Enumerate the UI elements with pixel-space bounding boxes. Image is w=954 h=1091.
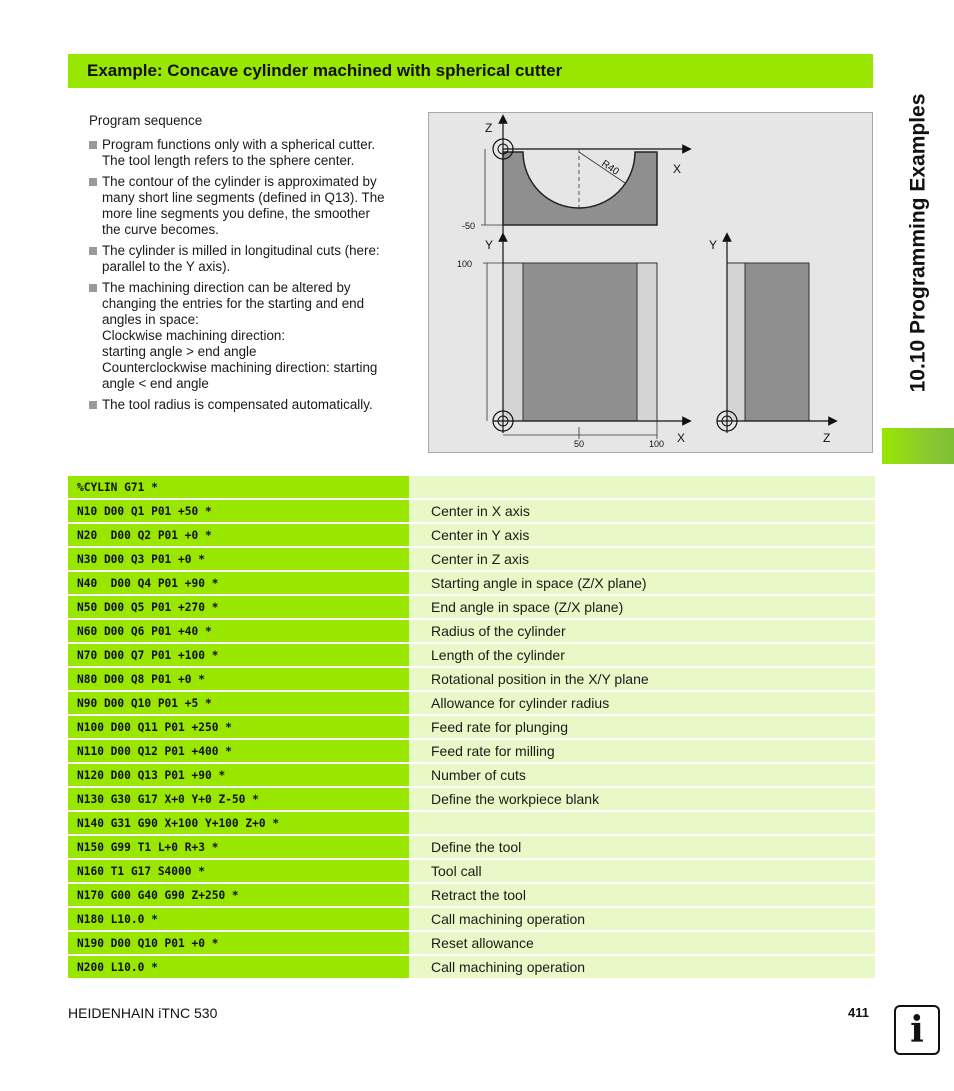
description-cell bbox=[409, 476, 875, 498]
top-x-label: X bbox=[673, 162, 682, 176]
description-cell: Call machining operation bbox=[409, 956, 875, 978]
bullet-square-icon bbox=[89, 284, 97, 292]
description-cell: Define the tool bbox=[409, 836, 875, 858]
nc-code-cell: N150 G99 T1 L+0 R+3 * bbox=[68, 836, 409, 858]
nc-code-cell: N50 D00 Q5 P01 +270 * bbox=[68, 596, 409, 618]
list-item bbox=[89, 243, 407, 275]
workpiece-drawing bbox=[428, 112, 873, 453]
side-view bbox=[709, 237, 833, 445]
table-row bbox=[68, 836, 875, 858]
nc-code-cell: N130 G30 G17 X+0 Y+0 Z-50 * bbox=[68, 788, 409, 810]
description-cell: Starting angle in space (Z/X plane) bbox=[409, 572, 875, 594]
nc-code-cell: N140 G31 G90 X+100 Y+100 Z+0 * bbox=[68, 812, 409, 834]
nc-code-cell: N80 D00 Q8 P01 +0 * bbox=[68, 668, 409, 690]
description-cell: Tool call bbox=[409, 860, 875, 882]
chapter-tab-marker bbox=[882, 428, 954, 464]
end-dim-label: 100 bbox=[649, 439, 665, 449]
list-item-line: angle < end angle bbox=[102, 376, 209, 391]
description-cell: Radius of the cylinder bbox=[409, 620, 875, 642]
front-view bbox=[457, 237, 687, 449]
list-item bbox=[89, 397, 407, 413]
list-item-line: The tool radius is compensated automatically. bbox=[102, 397, 373, 412]
description-cell: Feed rate for plunging bbox=[409, 716, 875, 738]
description-cell: Rotational position in the X/Y plane bbox=[409, 668, 875, 690]
nc-code-cell: N110 D00 Q12 P01 +400 * bbox=[68, 740, 409, 762]
side-z-label: Z bbox=[823, 431, 831, 445]
workpiece-drawing-svg bbox=[429, 113, 874, 454]
nc-code-cell: N170 G00 G40 G90 Z+250 * bbox=[68, 884, 409, 906]
list-item-line: the curve becomes. bbox=[102, 222, 219, 237]
depth-label: -50 bbox=[462, 221, 476, 231]
table-row bbox=[68, 764, 875, 786]
nc-program-table bbox=[68, 476, 875, 980]
list-item-line: The tool length refers to the sphere center. bbox=[102, 153, 355, 168]
list-item-line: The machining direction can be altered by bbox=[102, 280, 351, 295]
list-item-line: The contour of the cylinder is approximated by bbox=[102, 174, 377, 189]
nc-code-cell: N70 D00 Q7 P01 +100 * bbox=[68, 644, 409, 666]
list-item-line: starting angle > end angle bbox=[102, 344, 257, 359]
nc-code-cell: N60 D00 Q6 P01 +40 * bbox=[68, 620, 409, 642]
list-item bbox=[89, 137, 407, 169]
table-row bbox=[68, 884, 875, 906]
mid-dim-label: 50 bbox=[574, 439, 585, 449]
table-row bbox=[68, 668, 875, 690]
height-label: 100 bbox=[457, 259, 473, 269]
list-item-line: parallel to the Y axis). bbox=[102, 259, 231, 274]
program-sequence-text bbox=[89, 113, 407, 418]
bullet-square-icon bbox=[89, 247, 97, 255]
list-item-line: Counterclockwise machining direction: starting bbox=[102, 360, 378, 375]
table-row bbox=[68, 788, 875, 810]
cylinder-side-edge bbox=[727, 263, 745, 421]
top-z-label: Z bbox=[485, 121, 493, 135]
description-cell: Define the workpiece blank bbox=[409, 788, 875, 810]
description-cell: Call machining operation bbox=[409, 908, 875, 930]
list-item bbox=[89, 280, 407, 392]
chapter-title-text: 10.10 Programming Examples bbox=[906, 93, 929, 393]
chapter-side-title bbox=[878, 78, 954, 408]
nc-code-cell: N190 D00 Q10 P01 +0 * bbox=[68, 932, 409, 954]
table-row bbox=[68, 692, 875, 714]
table-row bbox=[68, 956, 875, 978]
bullet-square-icon bbox=[89, 141, 97, 149]
nc-code-cell: N120 D00 Q13 P01 +90 * bbox=[68, 764, 409, 786]
description-cell: Number of cuts bbox=[409, 764, 875, 786]
radius-label: R40 bbox=[599, 158, 621, 178]
bullet-square-icon bbox=[89, 178, 97, 186]
nc-code-cell: N160 T1 G17 S4000 * bbox=[68, 860, 409, 882]
nc-code-cell: N200 L10.0 * bbox=[68, 956, 409, 978]
description-cell: Reset allowance bbox=[409, 932, 875, 954]
list-item bbox=[89, 174, 407, 238]
table-row bbox=[68, 620, 875, 642]
nc-code-cell: %CYLIN G71 * bbox=[68, 476, 409, 498]
program-sequence-list bbox=[89, 137, 407, 413]
nc-code-cell: N20 D00 Q2 P01 +0 * bbox=[68, 524, 409, 546]
table-row bbox=[68, 596, 875, 618]
front-x-label: X bbox=[677, 431, 686, 445]
table-row bbox=[68, 644, 875, 666]
description-cell: Center in Y axis bbox=[409, 524, 875, 546]
description-cell: Retract the tool bbox=[409, 884, 875, 906]
section-title: Example: Concave cylinder machined with spherical cutter bbox=[87, 61, 563, 80]
page-number: 411 bbox=[848, 1005, 869, 1020]
list-item-line: The cylinder is milled in longitudinal cuts (here: bbox=[102, 243, 380, 258]
description-cell: Feed rate for milling bbox=[409, 740, 875, 762]
list-item-line: angles in space: bbox=[102, 312, 199, 327]
info-icon: i bbox=[894, 1005, 940, 1055]
table-row bbox=[68, 716, 875, 738]
table-row bbox=[68, 860, 875, 882]
top-view bbox=[462, 119, 687, 235]
description-cell: Allowance for cylinder radius bbox=[409, 692, 875, 714]
table-row bbox=[68, 548, 875, 570]
table-row bbox=[68, 812, 875, 834]
nc-code-cell: N40 D00 Q4 P01 +90 * bbox=[68, 572, 409, 594]
description-cell: End angle in space (Z/X plane) bbox=[409, 596, 875, 618]
list-item-line: changing the entries for the starting and end bbox=[102, 296, 365, 311]
footer-product-name: HEIDENHAIN iTNC 530 bbox=[68, 1005, 218, 1021]
nc-code-cell: N90 D00 Q10 P01 +5 * bbox=[68, 692, 409, 714]
section-title-bar bbox=[68, 54, 873, 88]
table-row bbox=[68, 908, 875, 930]
list-item-line: more line segments you define, the smoother bbox=[102, 206, 370, 221]
description-cell: Length of the cylinder bbox=[409, 644, 875, 666]
nc-code-cell: N30 D00 Q3 P01 +0 * bbox=[68, 548, 409, 570]
program-sequence-heading: Program sequence bbox=[89, 113, 203, 128]
description-cell: Center in Z axis bbox=[409, 548, 875, 570]
table-row bbox=[68, 500, 875, 522]
concave-profile bbox=[503, 152, 657, 225]
cylinder-cut-front bbox=[523, 263, 637, 421]
description-cell bbox=[409, 812, 875, 834]
list-item-line: Program functions only with a spherical cutter. bbox=[102, 137, 376, 152]
nc-code-cell: N10 D00 Q1 P01 +50 * bbox=[68, 500, 409, 522]
table-row bbox=[68, 740, 875, 762]
table-row bbox=[68, 572, 875, 594]
table-row bbox=[68, 476, 875, 498]
list-item-line: many short line segments (defined in Q13). The bbox=[102, 190, 385, 205]
table-row bbox=[68, 524, 875, 546]
table-row bbox=[68, 932, 875, 954]
front-y-label: Y bbox=[485, 238, 494, 252]
description-cell: Center in X axis bbox=[409, 500, 875, 522]
nc-code-cell: N100 D00 Q11 P01 +250 * bbox=[68, 716, 409, 738]
bullet-square-icon bbox=[89, 401, 97, 409]
nc-code-cell: N180 L10.0 * bbox=[68, 908, 409, 930]
list-item-line: Clockwise machining direction: bbox=[102, 328, 286, 343]
side-y-label: Y bbox=[709, 238, 718, 252]
